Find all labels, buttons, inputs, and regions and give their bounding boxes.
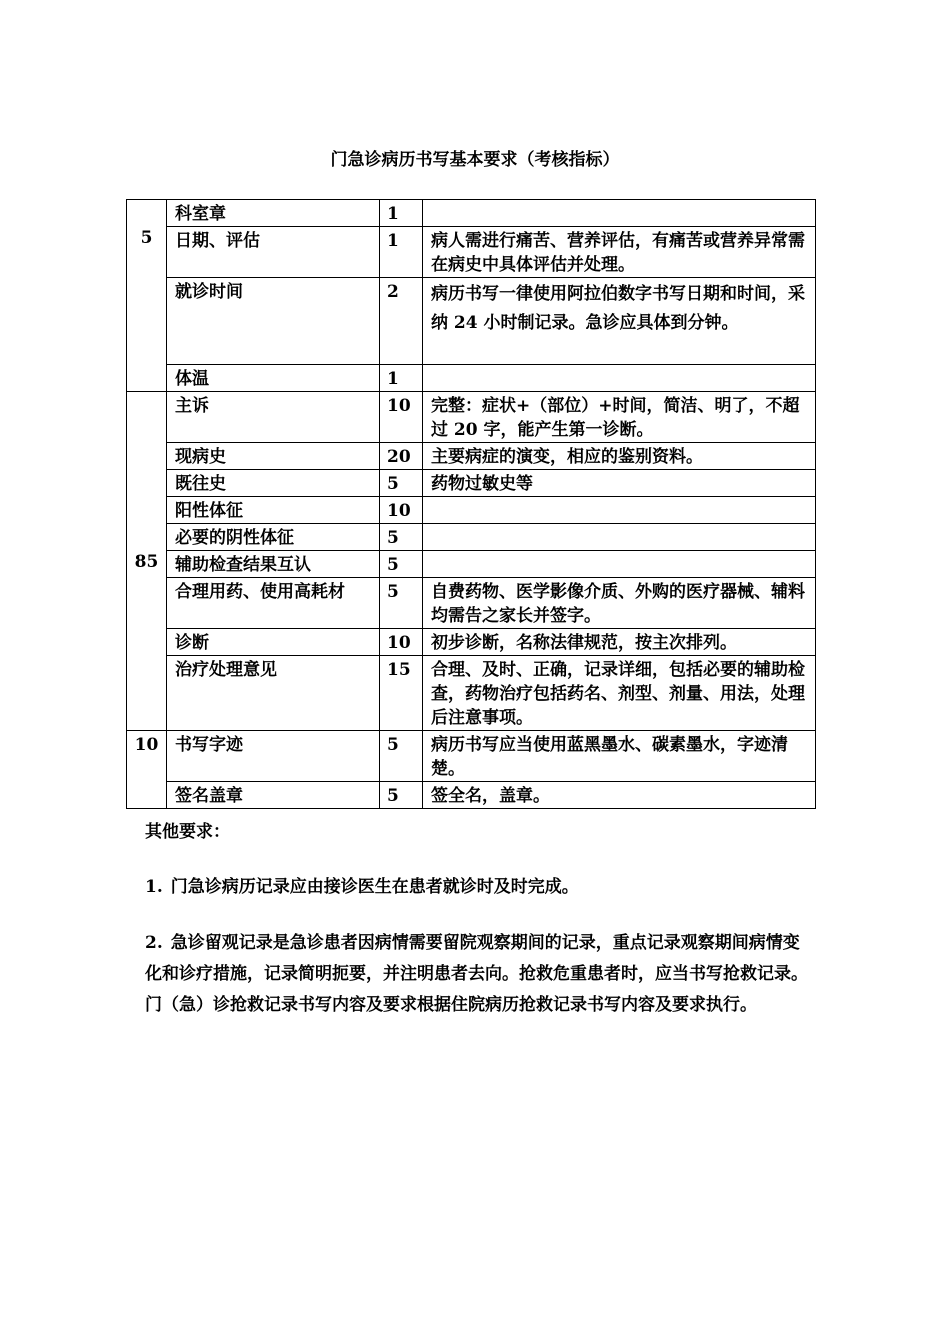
points-cell: 5 [380, 731, 423, 782]
points-cell: 5 [380, 470, 423, 497]
table-row [127, 551, 816, 578]
group-score: 10 [134, 735, 159, 755]
table-row [127, 365, 816, 392]
item-cell: 就诊时间 [167, 278, 380, 365]
desc-cell: 完整：症状+（部位）+时间，简洁、明了，不超过 20 字，能产生第一诊断。 [423, 392, 816, 443]
item-cell: 体温 [167, 365, 380, 392]
points-cell: 10 [380, 629, 423, 656]
notes-heading: 其他要求： [145, 822, 230, 842]
points-cell: 5 [380, 782, 423, 809]
table-row [127, 497, 816, 524]
item-cell: 既往史 [167, 470, 380, 497]
table-row [127, 731, 816, 782]
desc-cell [423, 551, 816, 578]
table-row [127, 470, 816, 497]
points-cell: 5 [380, 551, 423, 578]
item-cell: 科室章 [167, 200, 380, 227]
desc-cell: 病人需进行痛苦、营养评估，有痛苦或营养异常需在病史中具体评估并处理。 [423, 227, 816, 278]
group-score: 5 [140, 228, 153, 248]
points-cell: 5 [380, 524, 423, 551]
table-row [127, 656, 816, 731]
group-score-cell [127, 731, 167, 809]
item-cell: 诊断 [167, 629, 380, 656]
points-cell: 5 [380, 578, 423, 629]
page-title: 门急诊病历书写基本要求（考核指标） [330, 150, 620, 170]
desc-cell [423, 524, 816, 551]
table-row [127, 200, 816, 227]
table-row [127, 443, 816, 470]
table-row [127, 227, 816, 278]
desc-cell: 主要病症的演变，相应的鉴别资料。 [423, 443, 816, 470]
points-cell: 1 [380, 365, 423, 392]
note-item [145, 928, 813, 1021]
note-text: 门急诊病历记录应由接诊医生在患者就诊时及时完成。 [170, 877, 579, 897]
group-score-cell [127, 392, 167, 731]
note-item [145, 873, 813, 901]
points-cell: 20 [380, 443, 423, 470]
note-number: 1. [145, 877, 163, 897]
item-cell: 现病史 [167, 443, 380, 470]
points-cell: 1 [380, 200, 423, 227]
table-row [127, 524, 816, 551]
other-requirements [145, 818, 813, 1021]
table-row [127, 782, 816, 809]
item-cell: 必要的阴性体征 [167, 524, 380, 551]
desc-cell [423, 497, 816, 524]
table-row [127, 578, 816, 629]
table-row [127, 392, 816, 443]
desc-cell [423, 200, 816, 227]
points-cell: 2 [380, 278, 423, 365]
requirements-table [126, 199, 816, 809]
table-row [127, 278, 816, 365]
desc-cell: 初步诊断，名称法律规范，按主次排列。 [423, 629, 816, 656]
desc-cell: 自费药物、医学影像介质、外购的医疗器械、辅料均需告之家长并签字。 [423, 578, 816, 629]
item-cell: 主诉 [167, 392, 380, 443]
points-cell: 10 [380, 392, 423, 443]
desc-cell: 病历书写一律使用阿拉伯数字书写日期和时间，采纳 24 小时制记录。急诊应具体到分钟。 [423, 278, 816, 365]
group-score: 85 [134, 552, 159, 572]
desc-cell: 签全名，盖章。 [423, 782, 816, 809]
item-cell: 阳性体征 [167, 497, 380, 524]
group-score-cell [127, 200, 167, 392]
item-cell: 签名盖章 [167, 782, 380, 809]
desc-cell: 病历书写应当使用蓝黑墨水、碳素墨水，字迹清楚。 [423, 731, 816, 782]
desc-cell: 药物过敏史等 [423, 470, 816, 497]
points-cell: 10 [380, 497, 423, 524]
item-cell: 书写字迹 [167, 731, 380, 782]
desc-cell: 合理、及时、正确，记录详细，包括必要的辅助检查，药物治疗包括药名、剂型、剂量、用法，处理后注意事项。 [423, 656, 816, 731]
item-cell: 辅助检查结果互认 [167, 551, 380, 578]
desc-cell [423, 365, 816, 392]
points-cell: 15 [380, 656, 423, 731]
item-cell: 治疗处理意见 [167, 656, 380, 731]
item-cell: 合理用药、使用高耗材 [167, 578, 380, 629]
note-text: 急诊留观记录是急诊患者因病情需要留院观察期间的记录，重点记录观察期间病情变化和诊疗措施，记录简明扼要，并注明患者去向。抢救危重患者时，应当书写抢救记录。门（急）诊抢救记录书写内容及要求根据住院病历抢救记录书写内容及要求执行。 [145, 933, 808, 1015]
points-cell: 1 [380, 227, 423, 278]
item-cell: 日期、评估 [167, 227, 380, 278]
note-number: 2. [145, 933, 163, 953]
table-row [127, 629, 816, 656]
